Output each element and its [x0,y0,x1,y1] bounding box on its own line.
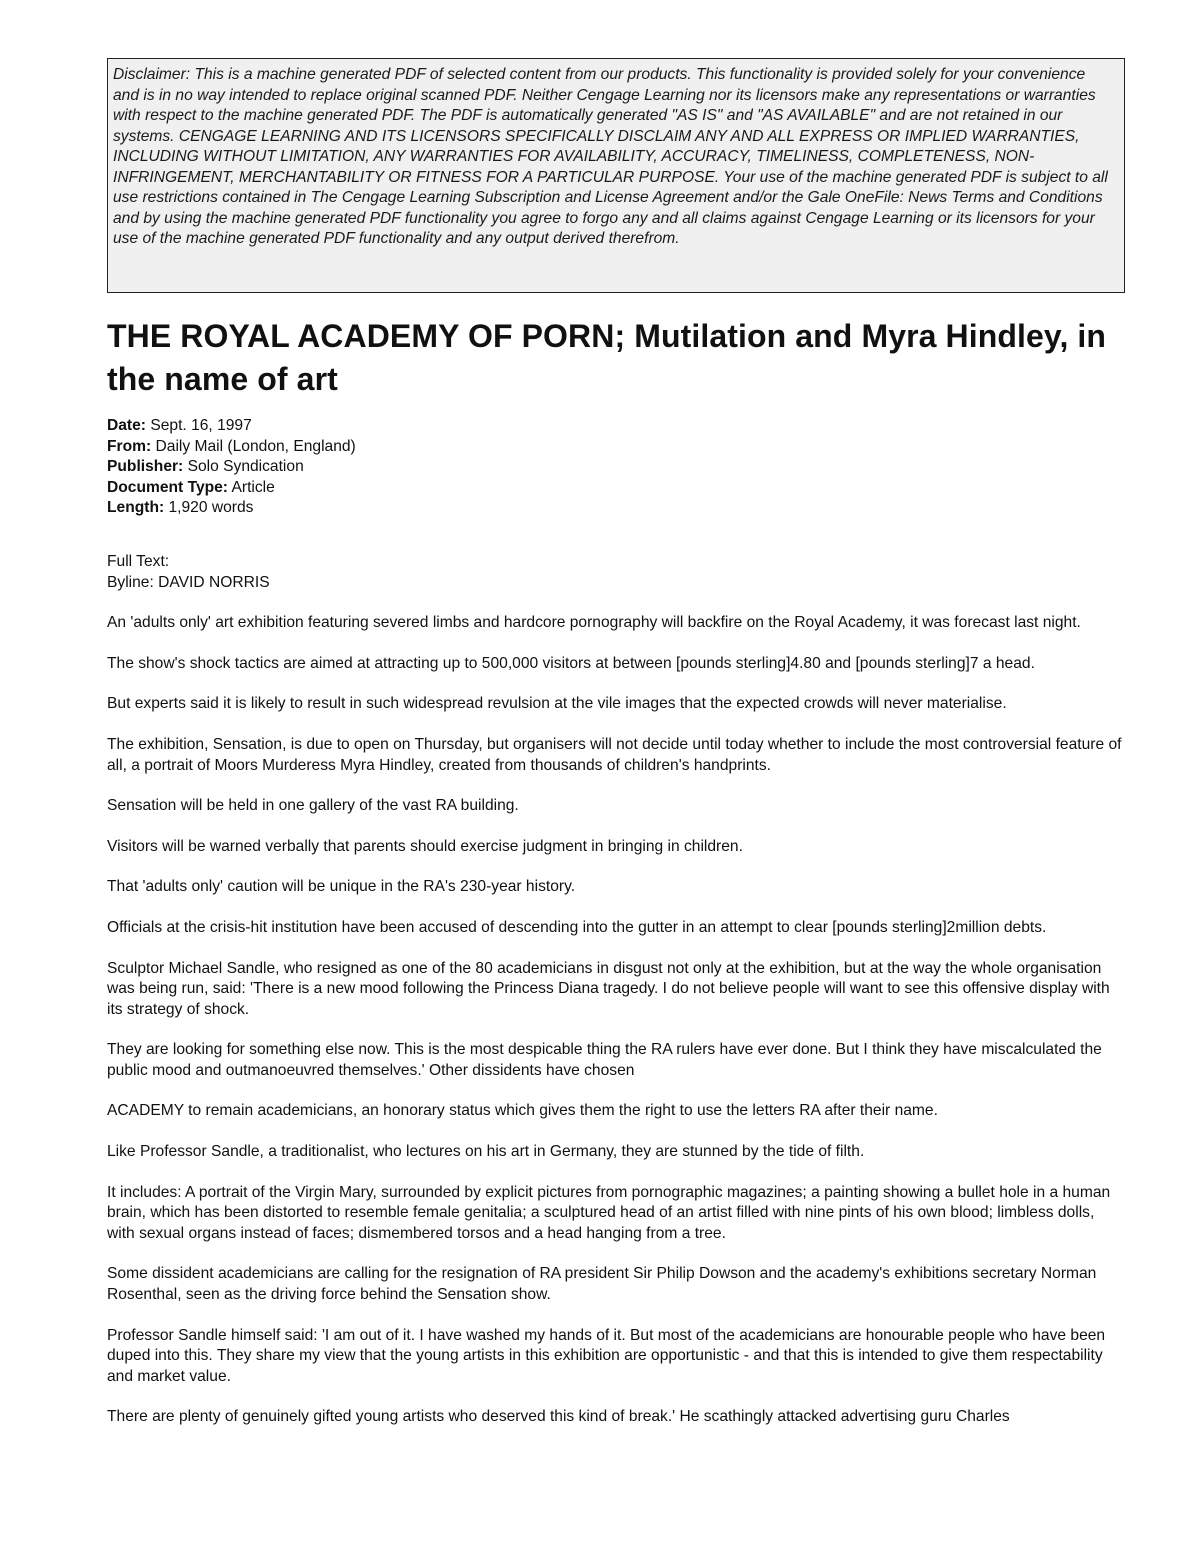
article-paragraph: Professor Sandle himself said: 'I am out of it. I have washed my hands of it. But most of the academicians are honourable people who have been duped into this. They share my view that the young artists in this exhibition are opportunistic - and that this is intended to give them respectability and market value. [107,1326,1106,1385]
article-paragraph: That 'adults only' caution will be unique in the RA's 230-year history. [107,878,576,896]
meta-publisher-value: Solo Syndication [183,458,304,476]
article-body [107,613,1125,1428]
article-paragraph: They are looking for something else now. This is the most despicable thing the RA rulers have ever done. But I think they have miscalculated the public mood and outmanoeuvred themselves.' Other dissidents have chosen [107,1041,1102,1079]
article-paragraph: The exhibition, Sensation, is due to open on Thursday, but organisers will not decide until today whether to include the most controversial feature of all, a portrait of Moors Murderess Myra Hindley, created from thousands of children's handprints. [107,735,1122,774]
meta-from [107,437,1125,458]
article-paragraph: Like Professor Sandle, a traditionalist, who lectures on his art in Germany, they are stunned by the tide of filth. [107,1143,865,1161]
meta-length [107,498,1125,519]
meta-publisher-label: Publisher: [107,458,184,476]
article-paragraph: ACADEMY to remain academicians, an honorary status which gives them the right to use the letters RA after their name. [107,1102,938,1120]
article-paragraph: Sensation will be held in one gallery of the vast RA building. [107,797,519,815]
meta-date-value: Sept. 16, 1997 [146,417,252,434]
article-paragraph: Officials at the crisis-hit institution have been accused of descending into the gutter in an attempt to clear [pounds sterling]2million debts. [107,918,1047,936]
meta-document-type-label: Document Type: [107,478,229,496]
full-text-label: Full Text: [107,552,170,570]
meta-from-label: From: [107,437,152,455]
article-paragraph: The show's shock tactics are aimed at attracting up to 500,000 visitors at between [pounds sterling]4.80 and [pounds sterling]7 a head. [107,654,1035,672]
meta-length-label: Length: [107,499,165,517]
document-page [107,58,1125,1428]
article-paragraph: Some dissident academicians are calling for the resignation of RA president Sir Philip Dowson and the academy's exhibitions secretary Norman Rosenthal, seen as the driving force behind the Sensation show. [107,1265,1097,1304]
article-metadata [107,416,1125,519]
disclaimer-text: Disclaimer: This is a machine generated PDF of selected content from our products. This functionality is provided solely for your convenience and is in no way intended to replace original scanned PDF. Neither Cengage Learning nor its licensors make any representations or warranties with respect to the machine generated PDF. The PDF is automatically generated "AS IS" and "AS AVAILABLE" and are not retained in our systems. CENGAGE LEARNING AND ITS LICENSORS SPECIFICALLY DISCLAIM ANY AND ALL EXPRESS OR IMPLIED WARRANTIES, INCLUDING WITHOUT LIMITATION, ANY WARRANTIES FOR AVAILABILITY, ACCURACY, TIMELINESS, COMPLETENESS, NON-INFRINGEMENT, MERCHANTABILITY OR FITNESS FOR A PARTICULAR PURPOSE. Your use of the machine generated PDF is subject to all use restrictions contained in The Cengage Learning Subscription and License Agreement and/or the Gale OneFile: News Terms and Conditions and by using the machine generated PDF functionality you agree to forgo any and all claims against Cengage Learning or its licensors for your use of the machine generated PDF functionality and any output derived therefrom. [113,66,1108,247]
meta-publisher [107,457,1125,478]
disclaimer-box [107,58,1125,293]
article-title: THE ROYAL ACADEMY OF PORN; Mutilation and Myra Hindley, in the name of art [107,318,1107,397]
meta-document-type-value: Article [228,478,275,496]
meta-from-value: Daily Mail (London, England) [151,437,356,455]
article-paragraph: Visitors will be warned verbally that parents should exercise judgment in bringing in children. [107,837,743,855]
article-paragraph: Sculptor Michael Sandle, who resigned as one of the 80 academicians in disgust not only at the exhibition, but at the way the whole organisation was being run, said: 'There is a new mood following the Princess Diana tragedy. I do not believe people will want to see this offensive display with its strategy of shock. [107,959,1110,1018]
meta-date-label: Date: [107,417,146,434]
article-paragraph: There are plenty of genuinely gifted young artists who deserved this kind of break.' He scathingly attacked advertising guru Charles [107,1408,1010,1426]
meta-document-type [107,478,1125,499]
article-paragraph: It includes: A portrait of the Virgin Mary, surrounded by explicit pictures from pornographic magazines; a painting showing a bullet hole in a human brain, which has been distorted to resemble female genitalia; a sculptured head of an artist filled with nine pints of his own blood; limbless dolls, with sexual organs instead of faces; dismembered torsos and a head hanging from a tree. [107,1183,1111,1242]
article-paragraph: An 'adults only' art exhibition featuring severed limbs and hardcore pornography will backfire on the Royal Academy, it was forecast last night. [107,614,1081,632]
meta-length-value: 1,920 words [164,499,254,517]
article-paragraph: But experts said it is likely to result in such widespread revulsion at the vile images that the expected crowds will never materialise. [107,695,1007,713]
byline: Byline: DAVID NORRIS [107,573,270,591]
meta-date [107,416,1125,437]
full-text-header [107,552,1125,593]
